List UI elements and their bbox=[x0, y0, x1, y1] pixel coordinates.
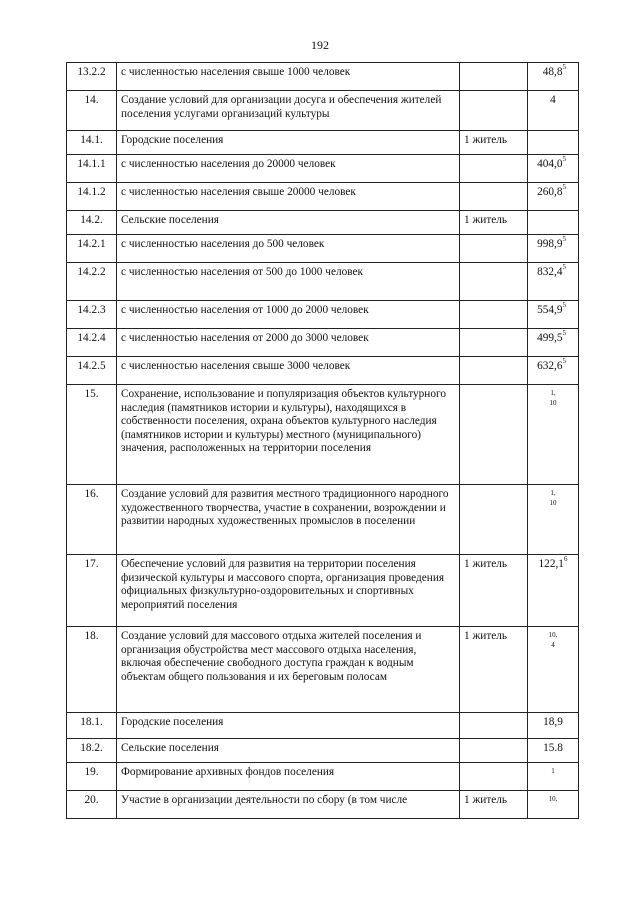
table-row bbox=[67, 357, 579, 385]
row-value-text: 15.8 bbox=[543, 742, 563, 754]
row-unit bbox=[460, 329, 528, 357]
table-row bbox=[67, 739, 579, 763]
row-unit bbox=[460, 235, 528, 263]
row-value bbox=[528, 183, 579, 211]
row-name: с численностью населения свыше 1000 человек bbox=[117, 63, 460, 91]
row-name: Сохранение, использование и популяризация объектов культурного наследия (памятников истории и культуры), находящихся в собственности поселения, охрана объектов культурного наследия (памятников истории и культуры) местного (муниципального) значения, расположенных на территории поселения bbox=[117, 385, 460, 485]
table-row bbox=[67, 627, 579, 713]
row-value bbox=[528, 555, 579, 627]
row-number: 14.2.5 bbox=[67, 357, 117, 385]
row-name: Создание условий для массового отдыха жителей поселения и организация обустройства мест массового отдыха населения, включая обеспечение свободного доступа граждан к водным объектам общего пользования и их береговым полосам bbox=[117, 627, 460, 713]
table-row bbox=[67, 329, 579, 357]
row-name: Создание условий для развития местного традиционного народного художественного творчества, участие в сохранении, возрождении и развитии народных художественных промыслов в поселении bbox=[117, 485, 460, 555]
row-value bbox=[528, 131, 579, 155]
row-value-text: 10, bbox=[548, 795, 558, 803]
row-name: Городские поселения bbox=[117, 713, 460, 739]
row-unit: 1 житель bbox=[460, 211, 528, 235]
row-number: 14.1.1 bbox=[67, 155, 117, 183]
row-value-text: 48,8 bbox=[542, 66, 563, 78]
row-value bbox=[528, 301, 579, 329]
row-unit bbox=[460, 63, 528, 91]
row-unit bbox=[460, 155, 528, 183]
row-value bbox=[528, 713, 579, 739]
row-value-footnote: 5 bbox=[562, 263, 566, 271]
page-number: 192 bbox=[311, 38, 329, 52]
row-value-text: 260,8 bbox=[537, 186, 563, 198]
row-unit bbox=[460, 739, 528, 763]
row-value-footnote: 5 bbox=[562, 183, 566, 191]
table-row bbox=[67, 713, 579, 739]
row-number: 14.1. bbox=[67, 131, 117, 155]
row-number: 17. bbox=[67, 555, 117, 627]
row-number: 20. bbox=[67, 791, 117, 819]
row-number: 14.2.2 bbox=[67, 263, 117, 301]
row-value-text: 10, 4 bbox=[548, 631, 558, 649]
row-unit: 1 житель bbox=[460, 791, 528, 819]
row-name: Участие в организации деятельности по сбору (в том числе bbox=[117, 791, 460, 819]
row-name: с численностью населения от 1000 до 2000 человек bbox=[117, 301, 460, 329]
row-value-text: 832,4 bbox=[537, 266, 563, 278]
table-row bbox=[67, 301, 579, 329]
row-value bbox=[528, 791, 579, 819]
row-value-footnote: 5 bbox=[562, 63, 566, 71]
row-number: 14.1.2 bbox=[67, 183, 117, 211]
row-value bbox=[528, 739, 579, 763]
row-number: 14.2.1 bbox=[67, 235, 117, 263]
row-number: 15. bbox=[67, 385, 117, 485]
table-row bbox=[67, 385, 579, 485]
row-unit bbox=[460, 385, 528, 485]
row-name: с численностью населения от 2000 до 3000 человек bbox=[117, 329, 460, 357]
row-value-text: 499,5 bbox=[537, 332, 563, 344]
row-number: 18.2. bbox=[67, 739, 117, 763]
row-number: 14.2.3 bbox=[67, 301, 117, 329]
row-value-text: 1, 10 bbox=[549, 389, 557, 407]
row-value-text: 4 bbox=[550, 94, 556, 106]
row-value-text: 404,0 bbox=[537, 158, 563, 170]
table-row bbox=[67, 63, 579, 91]
row-value bbox=[528, 627, 579, 713]
row-value-text: 1, 10 bbox=[549, 489, 557, 507]
row-number: 18.1. bbox=[67, 713, 117, 739]
row-value-text: 554,9 bbox=[537, 304, 563, 316]
norms-table bbox=[66, 62, 579, 819]
row-unit: 1 житель bbox=[460, 131, 528, 155]
row-value-text: 122,1 bbox=[538, 558, 564, 570]
row-value-footnote: 5 bbox=[562, 155, 566, 163]
table-row bbox=[67, 763, 579, 791]
row-value-text: 1 bbox=[551, 767, 555, 775]
row-unit bbox=[460, 713, 528, 739]
row-unit bbox=[460, 301, 528, 329]
row-number: 18. bbox=[67, 627, 117, 713]
table-row bbox=[67, 555, 579, 627]
row-value-footnote: 5 bbox=[562, 235, 566, 243]
table-row bbox=[67, 211, 579, 235]
row-number: 14.2. bbox=[67, 211, 117, 235]
row-unit: 1 житель bbox=[460, 627, 528, 713]
row-unit bbox=[460, 763, 528, 791]
row-number: 19. bbox=[67, 763, 117, 791]
row-name: с численностью населения до 20000 человек bbox=[117, 155, 460, 183]
row-value-text: 632,6 bbox=[537, 360, 563, 372]
table-row bbox=[67, 263, 579, 301]
row-name: с численностью населения от 500 до 1000 человек bbox=[117, 263, 460, 301]
row-value bbox=[528, 485, 579, 555]
row-name: Сельские поселения bbox=[117, 211, 460, 235]
row-unit bbox=[460, 357, 528, 385]
row-number: 14. bbox=[67, 91, 117, 131]
row-unit: 1 житель bbox=[460, 555, 528, 627]
row-number: 16. bbox=[67, 485, 117, 555]
row-value bbox=[528, 235, 579, 263]
row-number: 13.2.2 bbox=[67, 63, 117, 91]
row-name: с численностью населения до 500 человек bbox=[117, 235, 460, 263]
table-row bbox=[67, 791, 579, 819]
table-row bbox=[67, 235, 579, 263]
row-name: Обеспечение условий для развития на территории поселения физической культуры и массового спорта, организация проведения официальных физкультурно-оздоровительных и спортивных мероприятий поселения bbox=[117, 555, 460, 627]
row-value bbox=[528, 357, 579, 385]
row-value-footnote: 5 bbox=[562, 357, 566, 365]
row-name: с численностью населения свыше 3000 человек bbox=[117, 357, 460, 385]
row-value bbox=[528, 385, 579, 485]
row-value bbox=[528, 329, 579, 357]
row-value-footnote: 5 bbox=[562, 329, 566, 337]
row-unit bbox=[460, 183, 528, 211]
row-value-footnote: 6 bbox=[563, 555, 568, 563]
row-unit bbox=[460, 91, 528, 131]
row-name: с численностью населения свыше 20000 человек bbox=[117, 183, 460, 211]
row-unit bbox=[460, 485, 528, 555]
row-value bbox=[528, 211, 579, 235]
row-value bbox=[528, 155, 579, 183]
row-number: 14.2.4 bbox=[67, 329, 117, 357]
row-value bbox=[528, 91, 579, 131]
table-row bbox=[67, 183, 579, 211]
row-unit bbox=[460, 263, 528, 301]
row-name: Сельские поселения bbox=[117, 739, 460, 763]
table-row bbox=[67, 91, 579, 131]
row-name: Создание условий для организации досуга и обеспечения жителей поселения услугами организаций культуры bbox=[117, 91, 460, 131]
row-name: Формирование архивных фондов поселения bbox=[117, 763, 460, 791]
row-value-footnote: 5 bbox=[562, 301, 566, 309]
row-value bbox=[528, 63, 579, 91]
table-row bbox=[67, 155, 579, 183]
row-name: Городские поселения bbox=[117, 131, 460, 155]
norms-table-body bbox=[67, 63, 579, 819]
row-value bbox=[528, 763, 579, 791]
row-value bbox=[528, 263, 579, 301]
row-value-text: 18,9 bbox=[543, 716, 563, 728]
table-row bbox=[67, 131, 579, 155]
table-row bbox=[67, 485, 579, 555]
row-value-text: 998,9 bbox=[537, 238, 563, 250]
